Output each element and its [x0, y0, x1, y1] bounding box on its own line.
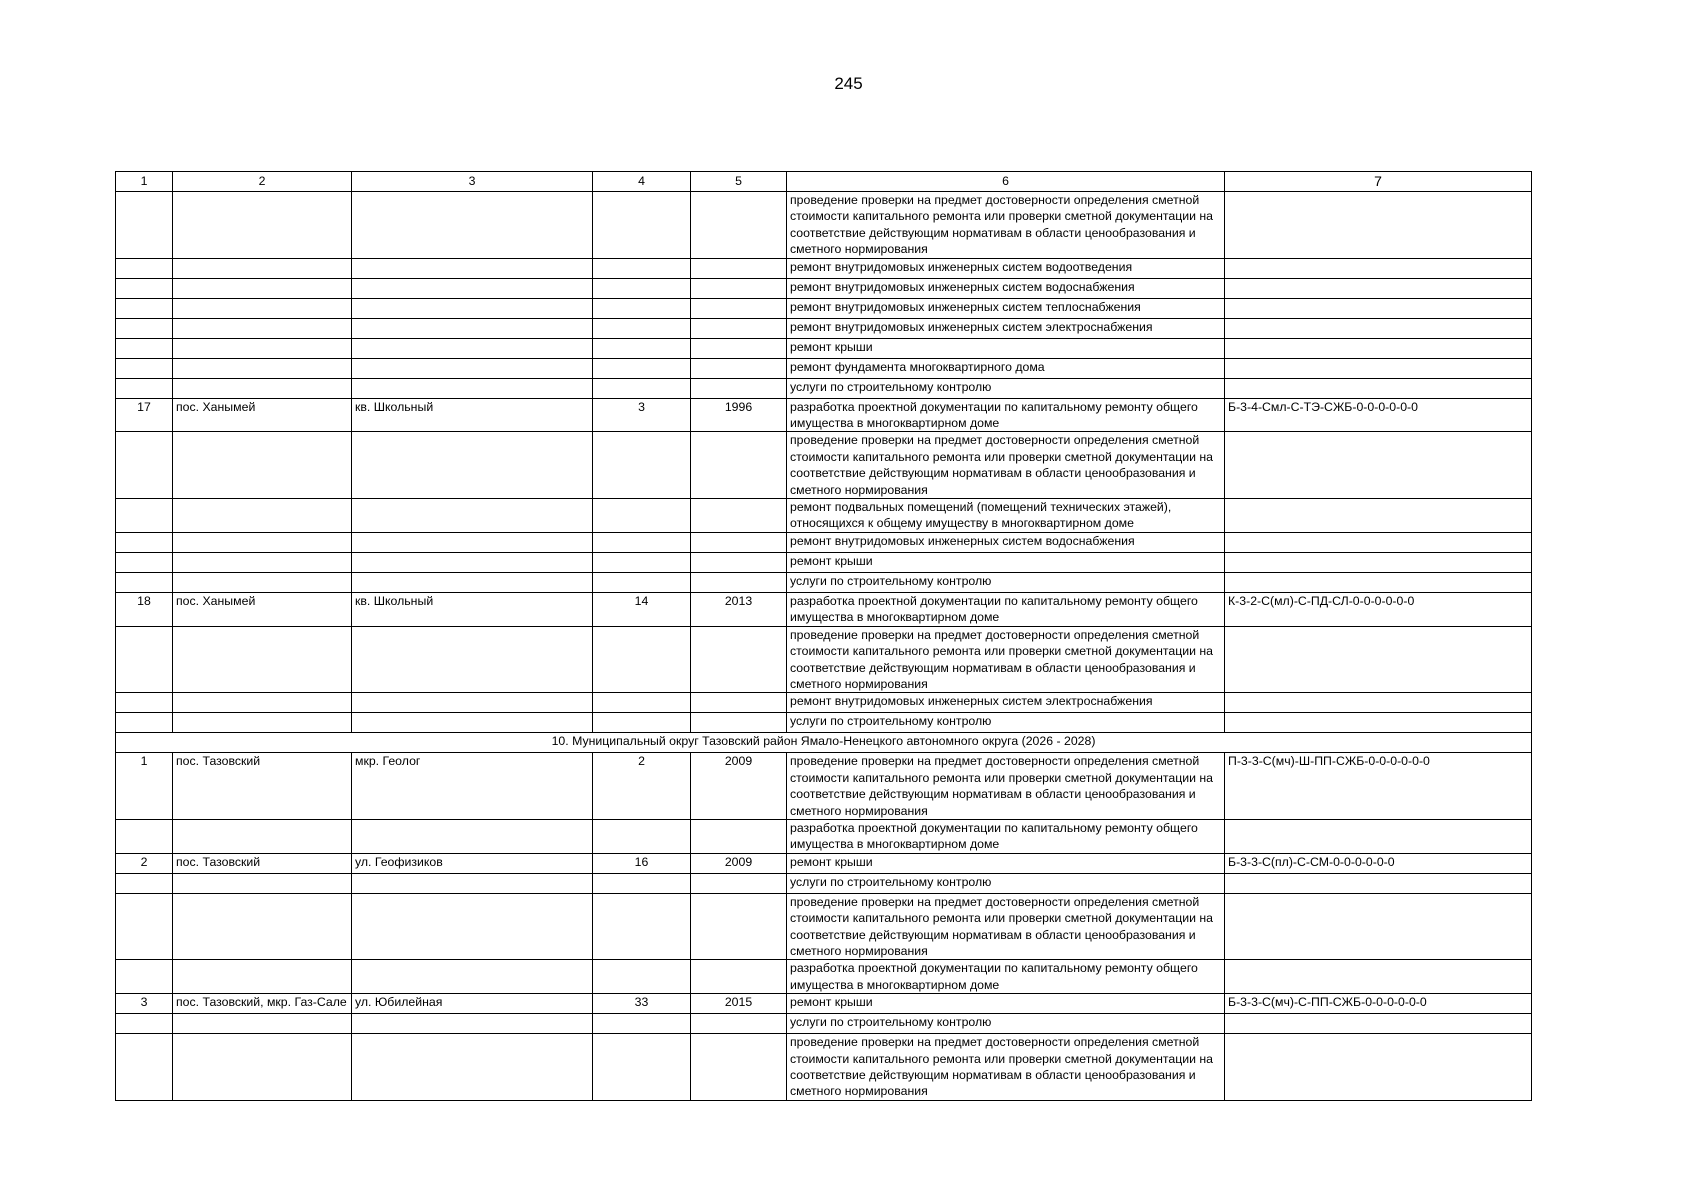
street-cell — [352, 358, 593, 378]
street-cell: кв. Школьный — [352, 398, 593, 432]
settlement-cell — [173, 893, 352, 960]
settlement-cell — [173, 499, 352, 533]
building-code-cell — [1225, 298, 1532, 318]
house-number-cell — [593, 432, 691, 499]
row-number — [116, 499, 173, 533]
year-cell — [691, 552, 787, 572]
year-cell: 2009 — [691, 853, 787, 873]
row-number — [116, 338, 173, 358]
row-number — [116, 358, 173, 378]
settlement-cell — [173, 572, 352, 592]
settlement-cell — [173, 873, 352, 893]
settlement-cell: пос. Тазовский — [173, 753, 352, 820]
table-row — [116, 1034, 1532, 1101]
building-code-cell: Б-3-4-Смл-С-ТЭ-СЖБ-0-0-0-0-0-0 — [1225, 398, 1532, 432]
column-header: 1 — [116, 172, 173, 192]
column-header: 6 — [787, 172, 1225, 192]
settlement-cell — [173, 338, 352, 358]
house-number-cell — [593, 693, 691, 713]
building-code-cell — [1225, 1034, 1532, 1101]
work-type-cell: ремонт крыши — [787, 552, 1225, 572]
street-cell — [352, 532, 593, 552]
street-cell — [352, 552, 593, 572]
year-cell: 2013 — [691, 592, 787, 626]
settlement-cell — [173, 298, 352, 318]
row-number — [116, 873, 173, 893]
street-cell — [352, 278, 593, 298]
street-cell: ул. Геофизиков — [352, 853, 593, 873]
row-number — [116, 378, 173, 398]
year-cell — [691, 192, 787, 259]
building-code-cell — [1225, 192, 1532, 259]
row-number — [116, 278, 173, 298]
column-header: 2 — [173, 172, 352, 192]
table-row — [116, 298, 1532, 318]
table-row — [116, 853, 1532, 873]
table-row — [116, 499, 1532, 533]
work-type-cell: услуги по строительному контролю — [787, 873, 1225, 893]
building-code-cell — [1225, 258, 1532, 278]
building-code-cell — [1225, 278, 1532, 298]
house-number-cell — [593, 338, 691, 358]
building-code-cell: Б-3-3-С(мч)-С-ПП-СЖБ-0-0-0-0-0-0 — [1225, 994, 1532, 1014]
street-cell — [352, 258, 593, 278]
year-cell: 1996 — [691, 398, 787, 432]
settlement-cell — [173, 318, 352, 338]
street-cell — [352, 499, 593, 533]
row-number: 2 — [116, 853, 173, 873]
house-number-cell — [593, 552, 691, 572]
house-number-cell — [593, 358, 691, 378]
row-number — [116, 318, 173, 338]
capital-repair-table — [115, 171, 1532, 1101]
table-row — [116, 338, 1532, 358]
street-cell — [352, 713, 593, 733]
settlement-cell: пос. Тазовский, мкр. Газ-Сале — [173, 994, 352, 1014]
table-row — [116, 994, 1532, 1014]
street-cell — [352, 338, 593, 358]
street-cell — [352, 960, 593, 994]
row-number — [116, 552, 173, 572]
work-type-cell: услуги по строительному контролю — [787, 1014, 1225, 1034]
row-number — [116, 1034, 173, 1101]
work-type-cell: ремонт внутридомовых инженерных систем водоотведения — [787, 258, 1225, 278]
work-type-cell: ремонт фундамента многоквартирного дома — [787, 358, 1225, 378]
table-body — [116, 172, 1532, 1101]
year-cell — [691, 532, 787, 552]
settlement-cell — [173, 192, 352, 259]
building-code-cell: К-3-2-С(мл)-С-ПД-СЛ-0-0-0-0-0-0 — [1225, 592, 1532, 626]
row-number — [116, 960, 173, 994]
table-row — [116, 378, 1532, 398]
settlement-cell: пос. Ханымей — [173, 592, 352, 626]
house-number-cell — [593, 278, 691, 298]
building-code-cell — [1225, 499, 1532, 533]
table-row — [116, 572, 1532, 592]
work-type-cell: ремонт крыши — [787, 853, 1225, 873]
table-row — [116, 873, 1532, 893]
street-cell — [352, 318, 593, 338]
work-type-cell: услуги по строительному контролю — [787, 378, 1225, 398]
house-number-cell: 3 — [593, 398, 691, 432]
row-number — [116, 819, 173, 853]
work-type-cell: проведение проверки на предмет достоверности определения сметной стоимости капитального ремонта или проверки сметной документации на соответствие действующим нормативам в области ценообразования и сметного нормирования — [787, 192, 1225, 259]
street-cell: мкр. Геолог — [352, 753, 593, 820]
table-row — [116, 713, 1532, 733]
building-code-cell — [1225, 378, 1532, 398]
building-code-cell — [1225, 338, 1532, 358]
work-type-cell: услуги по строительному контролю — [787, 713, 1225, 733]
year-cell — [691, 318, 787, 338]
column-header: 4 — [593, 172, 691, 192]
house-number-cell — [593, 960, 691, 994]
table-row — [116, 278, 1532, 298]
row-number — [116, 626, 173, 693]
settlement-cell — [173, 713, 352, 733]
year-cell: 2015 — [691, 994, 787, 1014]
settlement-cell — [173, 1034, 352, 1101]
table-row — [116, 552, 1532, 572]
building-code-cell — [1225, 713, 1532, 733]
building-code-cell — [1225, 552, 1532, 572]
work-type-cell: ремонт крыши — [787, 994, 1225, 1014]
row-number — [116, 432, 173, 499]
house-number-cell — [593, 378, 691, 398]
house-number-cell — [593, 819, 691, 853]
settlement-cell — [173, 432, 352, 499]
work-type-cell: проведение проверки на предмет достоверности определения сметной стоимости капитального ремонта или проверки сметной документации на соответствие действующим нормативам в области ценообразования и сметного нормирования — [787, 432, 1225, 499]
table-row — [116, 432, 1532, 499]
house-number-cell — [593, 258, 691, 278]
column-number-row — [116, 172, 1532, 192]
building-code-cell — [1225, 572, 1532, 592]
table-row — [116, 1014, 1532, 1034]
settlement-cell — [173, 532, 352, 552]
building-code-cell — [1225, 819, 1532, 853]
work-type-cell: ремонт внутридомовых инженерных систем электроснабжения — [787, 693, 1225, 713]
work-type-cell: проведение проверки на предмет достоверности определения сметной стоимости капитального ремонта или проверки сметной документации на соответствие действующим нормативам в области ценообразования и сметного нормирования — [787, 1034, 1225, 1101]
settlement-cell — [173, 1014, 352, 1034]
work-type-cell: разработка проектной документации по капитальному ремонту общего имущества в многоквартирном доме — [787, 819, 1225, 853]
page-number: 245 — [834, 74, 863, 93]
work-type-cell: ремонт внутридомовых инженерных систем теплоснабжения — [787, 298, 1225, 318]
column-header: 3 — [352, 172, 593, 192]
year-cell — [691, 960, 787, 994]
year-cell — [691, 819, 787, 853]
work-type-cell: ремонт внутридомовых инженерных систем водоснабжения — [787, 278, 1225, 298]
table-row — [116, 192, 1532, 259]
building-code-cell — [1225, 873, 1532, 893]
street-cell — [352, 432, 593, 499]
work-type-cell: проведение проверки на предмет достоверности определения сметной стоимости капитального ремонта или проверки сметной документации на соответствие действующим нормативам в области ценообразования и сметного нормирования — [787, 893, 1225, 960]
year-cell — [691, 893, 787, 960]
year-cell — [691, 1014, 787, 1034]
row-number — [116, 298, 173, 318]
house-number-cell — [593, 713, 691, 733]
table-row — [116, 693, 1532, 713]
house-number-cell — [593, 893, 691, 960]
house-number-cell: 33 — [593, 994, 691, 1014]
street-cell — [352, 873, 593, 893]
settlement-cell — [173, 278, 352, 298]
work-type-cell: разработка проектной документации по капитальному ремонту общего имущества в многоквартирном доме — [787, 592, 1225, 626]
building-code-cell — [1225, 1014, 1532, 1034]
house-number-cell — [593, 298, 691, 318]
year-cell — [691, 338, 787, 358]
house-number-cell — [593, 318, 691, 338]
year-cell: 2009 — [691, 753, 787, 820]
table-row — [116, 819, 1532, 853]
table-row — [116, 753, 1532, 820]
building-code-cell: П-3-3-С(мч)-Ш-ПП-СЖБ-0-0-0-0-0-0 — [1225, 753, 1532, 820]
settlement-cell — [173, 358, 352, 378]
year-cell — [691, 358, 787, 378]
street-cell — [352, 298, 593, 318]
house-number-cell: 2 — [593, 753, 691, 820]
settlement-cell — [173, 258, 352, 278]
house-number-cell — [593, 626, 691, 693]
row-number: 3 — [116, 994, 173, 1014]
year-cell — [691, 713, 787, 733]
table-row — [116, 358, 1532, 378]
row-number — [116, 192, 173, 259]
table-row — [116, 318, 1532, 338]
year-cell — [691, 432, 787, 499]
building-code-cell — [1225, 532, 1532, 552]
year-cell — [691, 258, 787, 278]
house-number-cell — [593, 1034, 691, 1101]
year-cell — [691, 1034, 787, 1101]
table-row — [116, 532, 1532, 552]
street-cell — [352, 693, 593, 713]
year-cell — [691, 626, 787, 693]
street-cell — [352, 192, 593, 259]
work-type-cell: ремонт подвальных помещений (помещений технических этажей), относящихся к общему имуществу в многоквартирном доме — [787, 499, 1225, 533]
work-type-cell: проведение проверки на предмет достоверности определения сметной стоимости капитального ремонта или проверки сметной документации на соответствие действующим нормативам в области ценообразования и сметного нормирования — [787, 753, 1225, 820]
table-row — [116, 398, 1532, 432]
year-cell — [691, 873, 787, 893]
row-number: 17 — [116, 398, 173, 432]
settlement-cell — [173, 819, 352, 853]
house-number-cell — [593, 192, 691, 259]
building-code-cell — [1225, 960, 1532, 994]
building-code-cell — [1225, 432, 1532, 499]
row-number — [116, 1014, 173, 1034]
street-cell — [352, 1034, 593, 1101]
house-number-cell — [593, 873, 691, 893]
year-cell — [691, 298, 787, 318]
row-number — [116, 693, 173, 713]
settlement-cell: пос. Ханымей — [173, 398, 352, 432]
work-type-cell: ремонт крыши — [787, 338, 1225, 358]
street-cell — [352, 572, 593, 592]
street-cell — [352, 1014, 593, 1034]
street-cell — [352, 626, 593, 693]
building-code-cell — [1225, 893, 1532, 960]
building-code-cell: Б-3-3-С(пл)-С-СМ-0-0-0-0-0-0 — [1225, 853, 1532, 873]
building-code-cell — [1225, 693, 1532, 713]
section-heading: 10. Муниципальный округ Тазовский район Ямало-Ненецкого автономного округа (2026 - 2028) — [116, 733, 1532, 753]
settlement-cell: пос. Тазовский — [173, 853, 352, 873]
row-number: 1 — [116, 753, 173, 820]
column-header: 7 — [1225, 172, 1532, 192]
year-cell — [691, 693, 787, 713]
table-row — [116, 893, 1532, 960]
table-row — [116, 960, 1532, 994]
table-row — [116, 592, 1532, 626]
row-number — [116, 893, 173, 960]
row-number — [116, 713, 173, 733]
year-cell — [691, 378, 787, 398]
street-cell — [352, 819, 593, 853]
house-number-cell — [593, 499, 691, 533]
row-number — [116, 532, 173, 552]
street-cell: ул. Юбилейная — [352, 994, 593, 1014]
year-cell — [691, 572, 787, 592]
building-code-cell — [1225, 626, 1532, 693]
building-code-cell — [1225, 358, 1532, 378]
settlement-cell — [173, 626, 352, 693]
street-cell — [352, 378, 593, 398]
street-cell: кв. Школьный — [352, 592, 593, 626]
settlement-cell — [173, 693, 352, 713]
building-code-cell — [1225, 318, 1532, 338]
street-cell — [352, 893, 593, 960]
house-number-cell: 16 — [593, 853, 691, 873]
row-number — [116, 258, 173, 278]
house-number-cell: 14 — [593, 592, 691, 626]
year-cell — [691, 278, 787, 298]
work-type-cell: проведение проверки на предмет достоверности определения сметной стоимости капитального ремонта или проверки сметной документации на соответствие действующим нормативам в области ценообразования и сметного нормирования — [787, 626, 1225, 693]
work-type-cell: разработка проектной документации по капитальному ремонту общего имущества в многоквартирном доме — [787, 398, 1225, 432]
work-type-cell: ремонт внутридомовых инженерных систем электроснабжения — [787, 318, 1225, 338]
column-header: 5 — [691, 172, 787, 192]
work-type-cell: разработка проектной документации по капитальному ремонту общего имущества в многоквартирном доме — [787, 960, 1225, 994]
row-number — [116, 572, 173, 592]
table-row — [116, 626, 1532, 693]
settlement-cell — [173, 378, 352, 398]
house-number-cell — [593, 532, 691, 552]
row-number: 18 — [116, 592, 173, 626]
house-number-cell — [593, 572, 691, 592]
table-row — [116, 258, 1532, 278]
work-type-cell: ремонт внутридомовых инженерных систем водоснабжения — [787, 532, 1225, 552]
house-number-cell — [593, 1014, 691, 1034]
section-heading-row — [116, 733, 1532, 753]
work-type-cell: услуги по строительному контролю — [787, 572, 1225, 592]
settlement-cell — [173, 552, 352, 572]
year-cell — [691, 499, 787, 533]
settlement-cell — [173, 960, 352, 994]
